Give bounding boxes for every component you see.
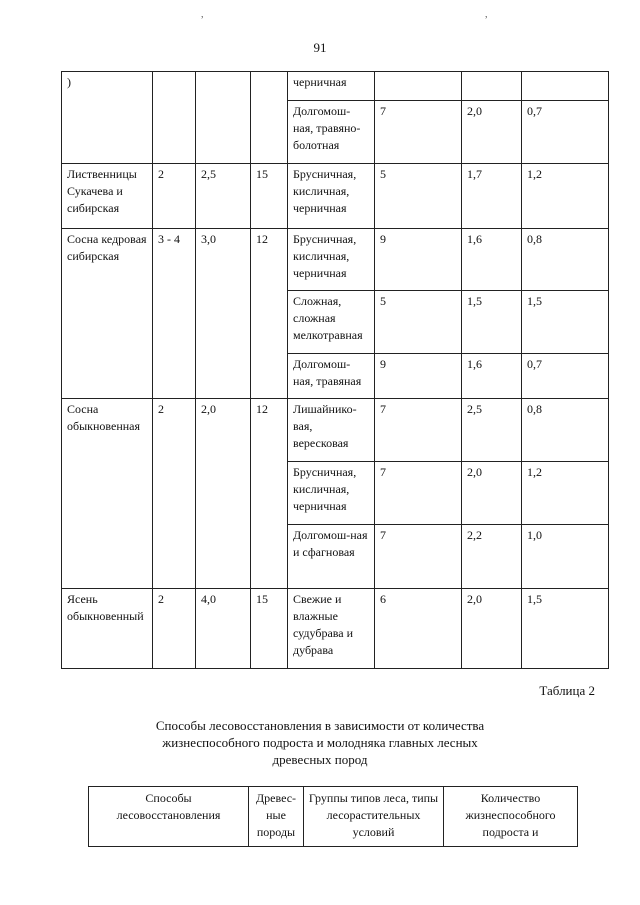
value-cell: 1,2 xyxy=(522,462,609,525)
value-cell: 2,0 xyxy=(462,462,522,525)
column-header: Группы типов леса, типы лесорастительных условий xyxy=(304,787,444,847)
forest-type-cell: Брусничная, кисличная, черничная xyxy=(288,229,375,291)
value-cell: 5 xyxy=(375,164,462,229)
forest-type-cell: Сложная, сложная мелкотравная xyxy=(288,291,375,354)
value-cell: 1,6 xyxy=(462,354,522,399)
forest-type-cell: Лишайнико-вая, вересковая xyxy=(288,399,375,462)
value-cell: 0,7 xyxy=(522,101,609,164)
value-cell xyxy=(462,72,522,101)
value-cell: 3,0 xyxy=(196,229,251,399)
value-cell: 7 xyxy=(375,101,462,164)
table-row xyxy=(62,589,609,669)
value-cell: 2 xyxy=(153,589,196,669)
column-header: Количество жизнеспособного подроста и xyxy=(444,787,578,847)
value-cell: 1,6 xyxy=(462,229,522,291)
value-cell xyxy=(522,72,609,101)
species-cell: ) xyxy=(62,72,153,164)
value-cell: 4,0 xyxy=(196,589,251,669)
value-cell: 2 xyxy=(153,399,196,589)
table-row xyxy=(62,229,609,291)
value-cell: 7 xyxy=(375,399,462,462)
value-cell: 2,2 xyxy=(462,525,522,589)
table-row xyxy=(62,399,609,462)
table-title-line: Способы лесовосстановления в зависимости от количества xyxy=(155,718,485,733)
value-cell: 3 - 4 xyxy=(153,229,196,399)
value-cell: 12 xyxy=(251,229,288,399)
value-cell: 12 xyxy=(251,399,288,589)
value-cell: 0,7 xyxy=(522,354,609,399)
value-cell: 2,5 xyxy=(196,164,251,229)
table-title xyxy=(0,717,640,768)
forest-type-cell: Долгомош-ная и сфагновая xyxy=(288,525,375,589)
methods-table xyxy=(88,786,578,847)
species-cell: Ясень обыкновенный xyxy=(62,589,153,669)
value-cell: 2,0 xyxy=(462,589,522,669)
value-cell: 5 xyxy=(375,291,462,354)
value-cell: 7 xyxy=(375,462,462,525)
scan-mark: , xyxy=(485,9,488,20)
species-cell: Сосна кедровая сибирская xyxy=(62,229,153,399)
table-header-row xyxy=(89,787,578,847)
value-cell: 1,5 xyxy=(522,291,609,354)
scan-mark: , xyxy=(201,9,204,20)
column-header: Древес-ные породы xyxy=(249,787,304,847)
forest-type-cell: Брусничная, кисличная, черничная xyxy=(288,164,375,229)
value-cell: 2,5 xyxy=(462,399,522,462)
column-header: Способы лесовосстановления xyxy=(89,787,249,847)
page-number: 91 xyxy=(313,40,327,55)
value-cell: 7 xyxy=(375,525,462,589)
value-cell: 1,5 xyxy=(462,291,522,354)
forest-type-cell: Свежие и влажные судубрава и дубрава xyxy=(288,589,375,669)
forest-type-cell: Долгомош-ная, травяная xyxy=(288,354,375,399)
table-label: Таблица 2 xyxy=(539,683,595,698)
value-cell: 9 xyxy=(375,229,462,291)
value-cell: 15 xyxy=(251,164,288,229)
norms-table xyxy=(61,71,609,669)
forest-type-cell: черничная xyxy=(288,72,375,101)
value-cell: 1,0 xyxy=(522,525,609,589)
table-row xyxy=(62,164,609,229)
value-cell: 2,0 xyxy=(196,399,251,589)
forest-type-cell: Брусничная, кисличная, черничная xyxy=(288,462,375,525)
value-cell: 6 xyxy=(375,589,462,669)
value-cell xyxy=(375,72,462,101)
value-cell: 1,2 xyxy=(522,164,609,229)
value-cell: 0,8 xyxy=(522,229,609,291)
value-cell: 2 xyxy=(153,164,196,229)
species-cell: Лиственницы Сукачева и сибирская xyxy=(62,164,153,229)
species-cell: Сосна обыкновенная xyxy=(62,399,153,589)
value-cell xyxy=(196,72,251,164)
table-row xyxy=(62,72,609,101)
value-cell xyxy=(251,72,288,164)
value-cell xyxy=(153,72,196,164)
value-cell: 9 xyxy=(375,354,462,399)
value-cell: 1,5 xyxy=(522,589,609,669)
value-cell: 2,0 xyxy=(462,101,522,164)
value-cell: 1,7 xyxy=(462,164,522,229)
table-title-line: древесных пород xyxy=(272,752,368,767)
value-cell: 0,8 xyxy=(522,399,609,462)
value-cell: 15 xyxy=(251,589,288,669)
table-title-line: жизнеспособного подроста и молодняка главных лесных xyxy=(162,735,478,750)
forest-type-cell: Долгомош-ная, травяно-болотная xyxy=(288,101,375,164)
